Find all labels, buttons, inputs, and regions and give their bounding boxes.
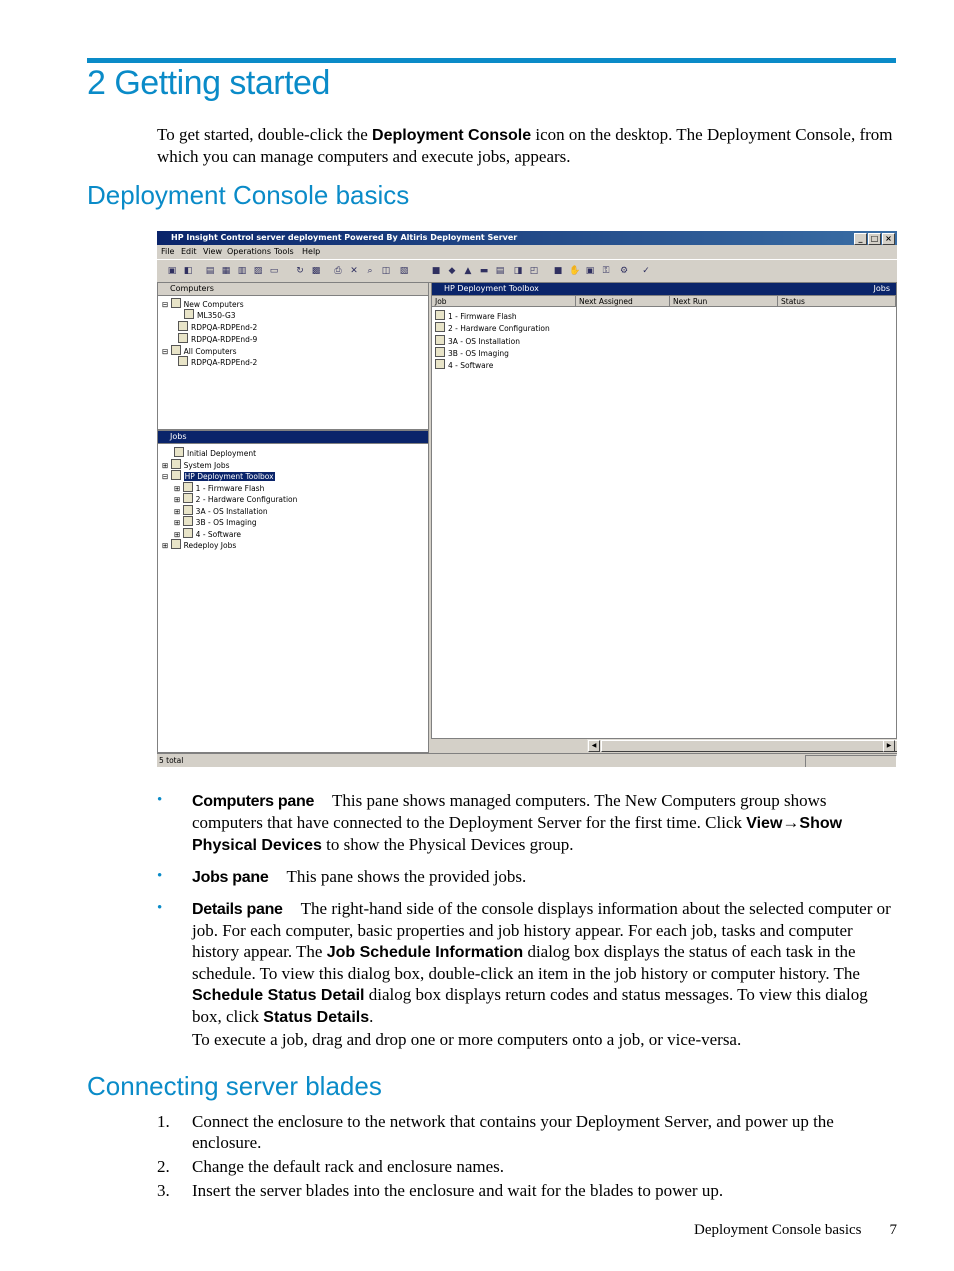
- intro-ui-term: Deployment Console: [372, 127, 532, 144]
- intro-text-2: icon on the desktop. The Deployment Console, from which you can manage computers and execute jobs, appears.: [157, 125, 893, 166]
- refresh-icon[interactable]: ↻: [296, 266, 304, 276]
- tree-item-job[interactable]: ⊞ 3B - OS Imaging: [174, 518, 257, 527]
- remote-icon[interactable]: ◨: [513, 266, 523, 276]
- power-icon[interactable]: ■: [431, 266, 441, 276]
- bullet-details-pane: • Details pane The right-hand side of the console displays information about the selected computer or job. For each computer, basic properties and job history appear. For each job, tasks and computer history appear. The Job Schedule Information dialog box displays the status of each task in the schedule. To view this dialog box, double-click an item in the job history or computer history. The Schedule Status Detail dialog box displays return codes and status messages. To view this dialog box, click Status Details.: [157, 899, 891, 1026]
- table-row[interactable]: 4 - Software: [435, 359, 493, 370]
- details-pane-header: [432, 283, 896, 296]
- bullet-dot: •: [157, 900, 163, 916]
- menu-operations[interactable]: Operations: [227, 247, 271, 256]
- computer-icon[interactable]: ▣: [167, 266, 177, 276]
- bullet-computers-pane: • Computers pane This pane shows managed computers. The New Computers group shows computers that have connected to the Deployment Server for the first time. Click View→Show Physical Devices to show the Physical Devices group.: [157, 791, 843, 854]
- toolbar: [157, 259, 897, 283]
- hand-icon[interactable]: ✋: [569, 266, 581, 276]
- properties-icon[interactable]: ▩: [311, 266, 321, 276]
- column-header-next-assigned[interactable]: Next Assigned: [576, 296, 670, 307]
- menu-bar: [157, 245, 897, 258]
- step-item: 1. Connect the enclosure to the network that contains your Deployment Server, and power up the enclosure.: [157, 1112, 834, 1152]
- steps-list: [157, 1111, 897, 1204]
- pane-list: [157, 790, 897, 1038]
- print-icon[interactable]: ⎙: [334, 266, 342, 276]
- footer-section: Deployment Console basics: [694, 1222, 862, 1238]
- tree-item-all-computers[interactable]: ⊟ All Computers: [162, 347, 237, 356]
- tree-item-hp-toolbox[interactable]: ⊟ HP Deployment Toolbox: [162, 472, 274, 481]
- tree-item-job[interactable]: ⊞ 4 - Software: [174, 530, 241, 539]
- bullet-term: Computers pane: [192, 793, 315, 810]
- column-header-next-run[interactable]: Next Run: [670, 296, 778, 307]
- scroll-thumb[interactable]: [601, 740, 897, 752]
- table-row[interactable]: 1 - Firmware Flash: [435, 310, 517, 321]
- scroll-right-icon[interactable]: ▶: [883, 740, 895, 752]
- new-job-icon[interactable]: ▤: [205, 266, 215, 276]
- details-pane-title: HP Deployment Toolbox: [444, 284, 539, 293]
- window-controls: [854, 233, 895, 245]
- copy-icon[interactable]: ▥: [237, 266, 247, 276]
- bullet-term: Jobs pane: [192, 869, 269, 886]
- table-row[interactable]: 2 - Hardware Configuration: [435, 322, 550, 333]
- intro-text-1: To get started, double-click the: [157, 125, 373, 144]
- tree-item-job-folder[interactable]: Initial Deployment: [174, 447, 256, 458]
- folder-icon[interactable]: ▭: [269, 266, 279, 276]
- section-heading-basics: Deployment Console basics: [87, 180, 410, 210]
- tree-item-job-folder[interactable]: ⊞ Redeploy Jobs: [162, 541, 237, 550]
- bullet-dot: •: [157, 792, 163, 808]
- forward-icon[interactable]: ◆: [448, 266, 456, 276]
- close-icon[interactable]: ×: [882, 233, 895, 245]
- bullet-dot: •: [157, 868, 163, 884]
- chapter-title: 2 Getting started: [87, 64, 330, 102]
- bullet-jobs-pane: • Jobs pane This pane shows the provided jobs.: [157, 867, 527, 886]
- tree-item-computer[interactable]: RDPQA-RDPEnd-9: [178, 333, 257, 344]
- scroll-left-icon[interactable]: ◀: [588, 740, 600, 752]
- menu-tools[interactable]: Tools: [274, 247, 294, 256]
- menu-edit[interactable]: Edit: [181, 247, 197, 256]
- tree-item-computer[interactable]: RDPQA-RDPEnd-2: [178, 356, 257, 367]
- step-item: 2. Change the default rack and enclosure names.: [157, 1157, 505, 1176]
- lock-icon[interactable]: ⚿: [602, 266, 610, 276]
- tree-item-job-folder[interactable]: ⊞ System Jobs: [162, 461, 230, 470]
- schedule-icon[interactable]: ▦: [221, 266, 231, 276]
- step-item: 3. Insert the server blades into the enclosure and wait for the blades to power up.: [157, 1181, 724, 1200]
- computers-pane: [157, 282, 429, 430]
- tree-item-job[interactable]: ⊞ 2 - Hardware Configuration: [174, 495, 298, 504]
- tree-item-job[interactable]: ⊞ 3A - OS Installation: [174, 507, 268, 516]
- find-icon[interactable]: ⌕: [367, 266, 373, 276]
- menu-view[interactable]: View: [203, 247, 222, 256]
- column-header-job[interactable]: Job: [432, 296, 576, 307]
- table-row[interactable]: 3A - OS Installation: [435, 335, 520, 346]
- page-number: 7: [889, 1222, 897, 1238]
- network-icon[interactable]: ◧: [183, 266, 193, 276]
- status-count: 5 total: [159, 756, 184, 765]
- chart-icon[interactable]: ▤: [495, 266, 505, 276]
- save-icon[interactable]: ■: [553, 266, 563, 276]
- console-title-bar: [157, 231, 897, 245]
- minimize-icon[interactable]: _: [854, 233, 867, 245]
- drag-drop-note: To execute a job, drag and drop one or more computers onto a job, or vice-versa.: [192, 1030, 742, 1049]
- terminal-icon[interactable]: ▣: [585, 266, 595, 276]
- page-footer: [694, 1222, 897, 1239]
- console-screenshot: [157, 231, 897, 767]
- tool-icon[interactable]: ▧: [399, 266, 409, 276]
- tree-item-computer[interactable]: ML350-G3: [184, 309, 236, 320]
- column-header-status[interactable]: Status: [778, 296, 896, 307]
- table-row[interactable]: 3B - OS Imaging: [435, 347, 509, 358]
- display-icon[interactable]: ▬: [479, 266, 489, 276]
- status-panel: [805, 755, 897, 767]
- maximize-icon[interactable]: □: [868, 233, 881, 245]
- console-icon[interactable]: ◫: [381, 266, 391, 276]
- check-icon[interactable]: ✓: [642, 266, 650, 276]
- tree-item-new-computers[interactable]: ⊟ New Computers: [162, 300, 244, 309]
- computers-pane-header: Computers: [158, 283, 428, 296]
- console-title-text: HP Insight Control server deployment Powered By Altiris Deployment Server: [171, 233, 518, 242]
- menu-file[interactable]: File: [161, 247, 175, 256]
- jobs-pane-header: Jobs: [158, 431, 428, 444]
- delete-job-icon[interactable]: ▨: [253, 266, 263, 276]
- jobs-pane: [157, 430, 429, 753]
- menu-help[interactable]: Help: [302, 247, 321, 256]
- horizontal-scrollbar[interactable]: [587, 738, 896, 752]
- bullet-term: Details pane: [192, 901, 283, 918]
- tree-item-job[interactable]: ⊞ 1 - Firmware Flash: [174, 484, 265, 493]
- status-bar: [157, 753, 897, 767]
- details-pane: [431, 282, 897, 739]
- settings-icon[interactable]: ⚙: [619, 266, 629, 276]
- delete-icon[interactable]: ✕: [350, 266, 358, 276]
- tree-item-computer[interactable]: RDPQA-RDPEnd-2: [178, 321, 257, 332]
- backup-icon[interactable]: ▲: [464, 266, 472, 276]
- section-heading-blades: Connecting server blades: [87, 1071, 382, 1101]
- details-pane-type: Jobs: [873, 284, 890, 293]
- window-icon[interactable]: ◰: [529, 266, 539, 276]
- intro-paragraph: [157, 124, 897, 167]
- chapter-rule: [87, 58, 896, 63]
